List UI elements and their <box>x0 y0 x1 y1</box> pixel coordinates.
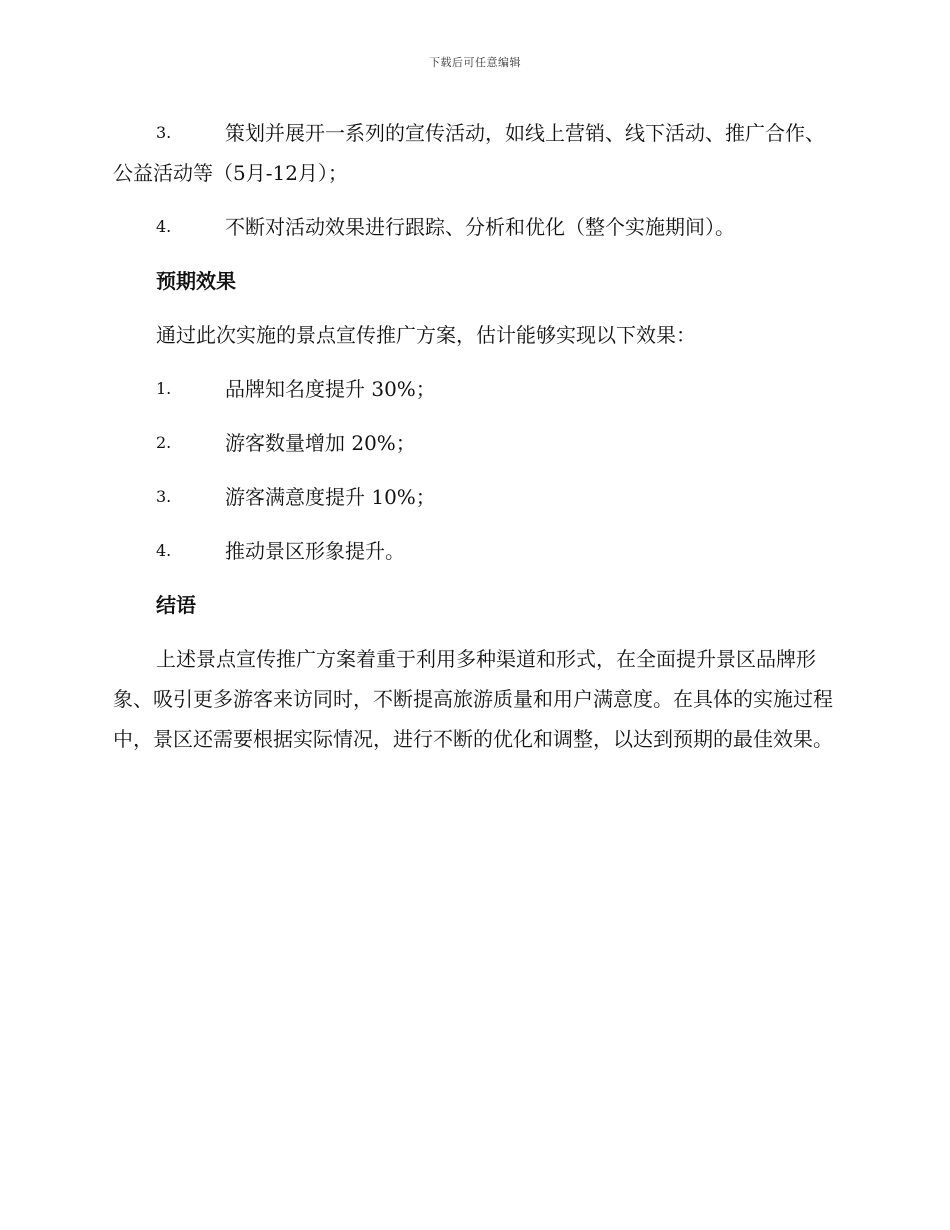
expected-item-3 <box>113 477 833 517</box>
list-text: 游客数量增加 20%； <box>225 431 416 455</box>
list-text: 不断对活动效果进行跟踪、分析和优化（整个实施期间）。 <box>225 215 735 239</box>
page-header: 下载后可任意编辑 <box>429 56 521 69</box>
list-number: 4. <box>156 217 172 236</box>
list-number: 4. <box>156 541 172 560</box>
plan-item-4 <box>113 207 833 247</box>
expected-intro: 通过此次实施的景点宣传推广方案，估计能够实现以下效果： <box>156 323 696 347</box>
list-number: 3. <box>156 123 172 142</box>
list-text: 推动景区形象提升。 <box>225 539 405 563</box>
plan-item-3 <box>113 113 833 193</box>
section-heading-expected: 预期效果 <box>156 269 236 293</box>
list-number: 2. <box>156 433 172 452</box>
section-heading-conclusion: 结语 <box>156 593 196 617</box>
conclusion-paragraph: 上述景点宣传推广方案着重于利用多种渠道和形式，在全面提升景区品牌形象、吸引更多游客来访同时，不断提高旅游质量和用户满意度。在具体的实施过程中，景区还需要根据实际情况，进行不断的优化和调整，以达到预期的最佳效果。 <box>113 647 833 751</box>
list-text: 策划并展开一系列的宣传活动，如线上营销、线下活动、推广合作、公益活动等（5月-12月）； <box>113 121 825 185</box>
expected-item-4 <box>113 531 833 571</box>
document-body <box>113 113 833 773</box>
list-text: 品牌知名度提升 30%； <box>225 377 436 401</box>
list-number: 3. <box>156 487 172 506</box>
list-text: 游客满意度提升 10%； <box>225 485 436 509</box>
list-number: 1. <box>156 379 172 398</box>
expected-item-2 <box>113 423 833 463</box>
expected-item-1 <box>113 369 833 409</box>
